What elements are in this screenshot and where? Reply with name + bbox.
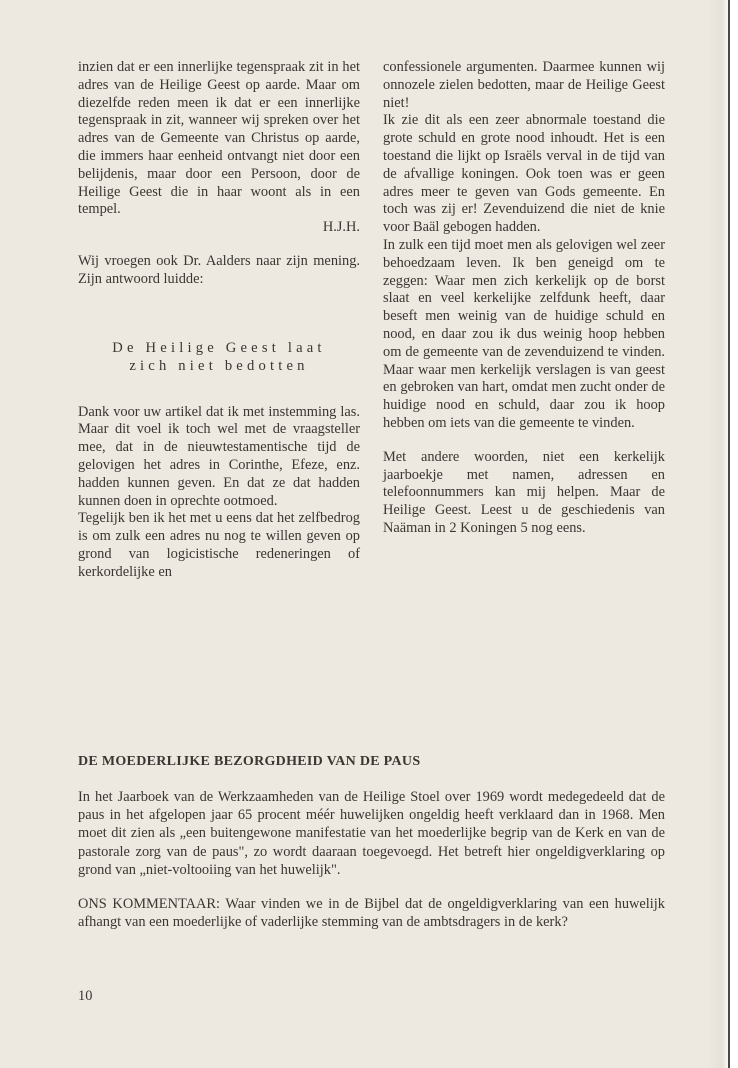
- article-body: [78, 788, 665, 931]
- right-paragraph-1: confessionele argumenten. Daarmee kunnen wij onnozele zielen bedotten, maar de Heilige Geest niet!: [383, 59, 665, 111]
- right-paragraph-3: In zulk een tijd moet men als gelovigen wel zeer behoedzaam leven. Ik ben geneigd om te zeggen: Waar men zich kerkelijk op de borst slaat en veel kerkelijke zelfdunk heeft, daar beseft men weinig van de huidige schuld en nood, en daar zou ik dus weinig hoop hebben om de gemeente van de zevenduizend te vinden. Maar waar men kerkelijk verslagen is van geest en gebroken van hart, omdat men zucht onder de huidige nood en schuld, daar zou ik hoop hebben om iets van die gemeente te vinden.: [383, 236, 665, 431]
- left-paragraph-4: Tegelijk ben ik het met u eens dat het zelfbedrog is om zulk een adres nu nog te willen geven op grond van logicistische redeneringen of kerkordelijke en: [78, 510, 360, 580]
- scan-edge-line: [728, 0, 730, 1068]
- left-paragraph-2: Wij vroegen ook Dr. Aalders naar zijn mening. Zijn antwoord luidde:: [78, 252, 360, 287]
- left-column: [78, 59, 360, 582]
- article-paragraph-1: In het Jaarboek van de Werkzaamheden van de Heilige Stoel over 1969 wordt medegedeeld dat de paus in het afgelopen jaar 65 procent méér huwelijken ongeldig heeft verklaard dan in 1968. Men moet dit zien als „een buitengewone manifestatie van het moederlijke begrip van de Kerk en van de pastorale zorg van de paus", zo wordt daaraan toegevoegd. Het betreft hier ongeldigverklaring op grond van „niet-voltooiing van het huwelijk".: [78, 789, 665, 878]
- right-paragraph-4: Met andere woorden, niet een kerkelijk jaarboekje met namen, adressen en telefoonnummers kan mij helpen. Maar de Heilige Geest. Leest u de geschiedenis van Naäman in 2 Koningen 5 nog eens.: [383, 448, 665, 536]
- right-column: [383, 59, 665, 538]
- left-paragraph-3: Dank voor uw artikel dat ik met instemming las. Maar dit voel ik toch wel met de vraagsteller mee, dat in de nieuwtestamentische tijd de gelovigen het adres in Corinthe, Efeze, enz. hadden kunnen geven. En dat ze dat hadden kunnen doen in oprechte ootmoed.: [78, 403, 360, 509]
- subheading-line-2: zich niet bedotten: [129, 358, 309, 375]
- subheading-line-1: De Heilige Geest laat: [112, 339, 326, 356]
- article-commentary: ONS KOMMENTAAR: Waar vinden we in de Bijbel dat de ongeldigverklaring van een huwelijk afhangt van een moederlijke of vaderlijke stemming van de ambtsdragers in de kerk?: [78, 896, 665, 931]
- scan-edge: [708, 0, 738, 1068]
- page-number: 10: [78, 988, 93, 1004]
- article-title: DE MOEDERLIJKE BEZORGDHEID VAN DE PAUS: [78, 754, 421, 769]
- right-paragraph-2: Ik zie dit als een zeer abnormale toestand die grote schuld en grote nood inhoudt. Het is een toestand die lijkt op Israëls verval in de tijd van de afvallige koningen. Ook toen was er geen adres meer te geven van Gods gemeente. En toch was zij er! Zevenduizend die niet de knie voor Baäl gebogen hadden.: [383, 112, 665, 236]
- signature: H.J.H.: [322, 219, 360, 236]
- left-paragraph-1: inzien dat er een innerlijke tegenspraak zit in het adres van de Heilige Geest op aarde. Maar om diezelfde reden meen ik dat er een innerlijke tegenspraak in zit, wanneer wij spreken over het adres van de Gemeente van Christus op aarde, die immers haar eenheid ontvangt niet door een belijdenis, maar door een Persoon, door de Heilige Geest die in haar woont als in een tempel.: [78, 59, 360, 218]
- subheading: [78, 339, 360, 376]
